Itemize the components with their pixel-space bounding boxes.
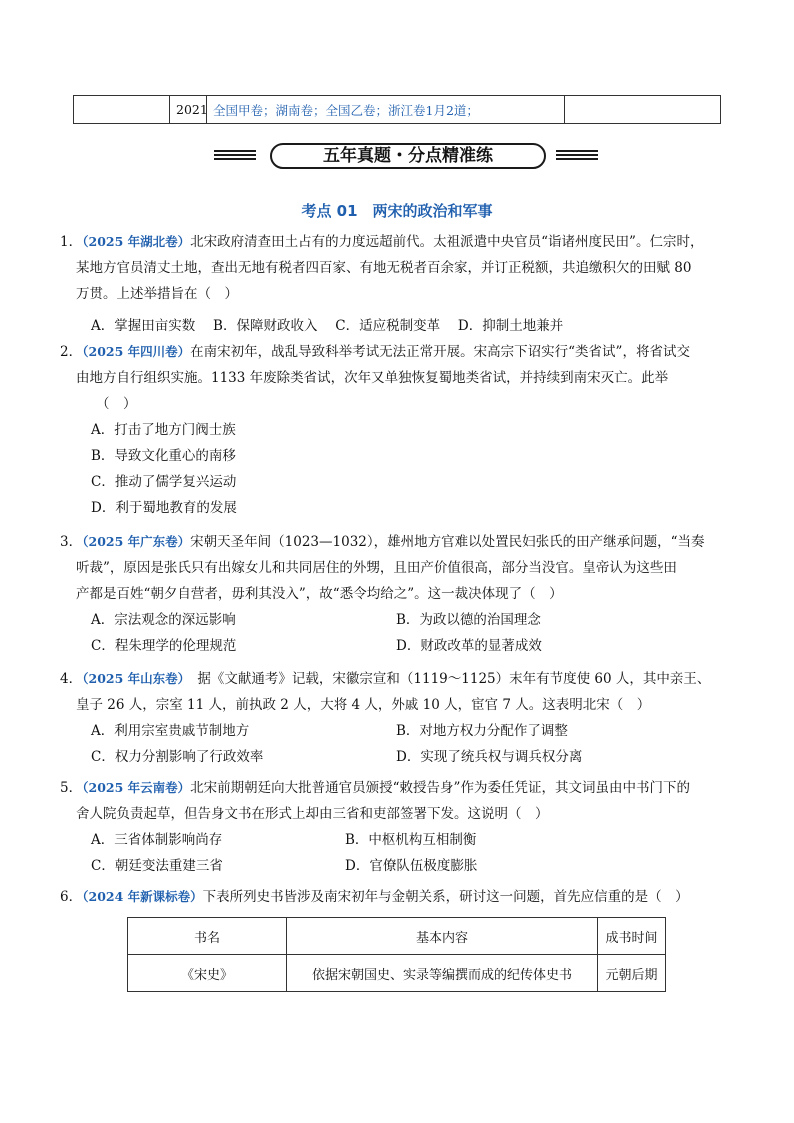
option-b[interactable]: B．对地方权力分配作了调整 <box>396 723 568 739</box>
question-source: （2025 年四川卷） <box>76 344 191 359</box>
banner <box>0 142 794 172</box>
question-source: （2025 年云南卷） <box>76 780 191 795</box>
question-text: 在南宋初年，战乱导致科举考试无法正常开展。宋高宗下诏实行“类省试”，将省试交 <box>190 344 690 360</box>
option-b[interactable]: B．中枢机构互相制衡 <box>345 832 477 848</box>
option-d[interactable]: D．财政改革的显著成效 <box>396 638 542 654</box>
table-header-cell: 基本内容 <box>287 918 598 955</box>
table-header-cell: 书名 <box>128 918 287 955</box>
table-row <box>128 955 666 992</box>
option-d[interactable]: D．抑制土地兼并 <box>457 318 564 334</box>
question-source: （2025 年湖北卷） <box>76 234 191 249</box>
year-cell: 2021 <box>170 96 207 124</box>
banner-left-lines <box>214 150 256 161</box>
option-a[interactable]: A．三省体制影响尚存 <box>91 832 223 848</box>
section-title: 考点 01 两宋的政治和军事 <box>301 202 493 220</box>
question-3 <box>60 529 725 659</box>
table-cell <box>74 96 170 124</box>
option-c[interactable]: C．推动了儒学复兴运动 <box>91 474 237 490</box>
option-d[interactable]: D．利于蜀地教育的发展 <box>91 500 237 516</box>
option-a[interactable]: A．打击了地方门阀士族 <box>91 422 236 438</box>
option-b[interactable]: B．导致文化重心的南移 <box>91 448 236 464</box>
question-text: 由地方自行组织实施。1133 年废除类省试，次年又单独恢复蜀地类省试，并持续到南宋灭亡。此举 <box>76 370 669 386</box>
question-source: （2025 年山东卷） <box>76 671 184 686</box>
option-b[interactable]: B．保障财政收入 <box>213 318 318 334</box>
question-number: 2． <box>60 344 83 360</box>
option-b[interactable]: B．为政以德的治国理念 <box>396 612 541 628</box>
question-5 <box>60 775 725 879</box>
question-text: 听裁”，原因是张氏只有出嫁女儿和共同居住的外甥，且田产价值很高，部分当没官。皇帝认为这些田 <box>76 560 677 576</box>
papers-cell: 全国甲卷；湖南卷；全国乙卷；浙江卷1月2道； <box>207 96 565 124</box>
option-a[interactable]: A．掌握田亩实数 <box>91 318 196 334</box>
option-d[interactable]: D．官僚队伍极度膨胀 <box>345 858 478 874</box>
table-cell: 元朝后期 <box>598 955 666 992</box>
question-text: 据《文献通考》记载，宋徽宗宣和（1119～1125）末年有节度使 60 人，其中亲王、 <box>183 671 711 687</box>
book-table <box>127 917 666 992</box>
question-1 <box>60 229 725 339</box>
table-cell <box>565 96 721 124</box>
question-number: 4． <box>60 671 83 687</box>
question-2 <box>60 339 725 521</box>
question-text: 某地方官员清丈土地，查出无地有税者四百家、有地无税者百余家，并订正税额，共追缴积欠的田赋 80 <box>76 260 692 276</box>
option-a[interactable]: A．利用宗室贵戚节制地方 <box>91 723 250 739</box>
question-number: 1． <box>60 234 83 250</box>
top-table <box>73 95 721 124</box>
option-c[interactable]: C．适应税制变革 <box>335 318 441 334</box>
option-c[interactable]: C．权力分割影响了行政效率 <box>91 749 264 765</box>
question-source: （2024 年新课标卷） <box>76 889 203 904</box>
option-a[interactable]: A．宗法观念的深远影响 <box>91 612 236 628</box>
question-text: 宋朝天圣年间（1023—1032），雄州地方官难以处置民妇张氏的田产继承问题，“当奏 <box>190 534 705 550</box>
table-header-cell: 成书时间 <box>598 918 666 955</box>
table-cell: 《宋史》 <box>128 955 287 992</box>
question-text: 万贯。上述举措旨在（ ） <box>76 286 238 302</box>
question-text: 北宋政府清查田土占有的力度远超前代。太祖派遣中央官员“诣诸州度民田”。仁宗时， <box>190 234 704 250</box>
table-header-row <box>128 918 666 955</box>
question-text: 舍人院负责起草，但告身文书在形式上却由三省和吏部签署下发。这说明（ ） <box>76 806 549 822</box>
option-c[interactable]: C．朝廷变法重建三省 <box>91 858 223 874</box>
option-d[interactable]: D．实现了统兵权与调兵权分离 <box>396 749 583 765</box>
question-6 <box>60 884 725 910</box>
question-source: （2025 年广东卷） <box>76 534 191 549</box>
question-text: （ ） <box>96 396 137 412</box>
option-c[interactable]: C．程朱理学的伦理规范 <box>91 638 237 654</box>
question-4 <box>60 666 725 770</box>
banner-right-lines <box>556 150 598 161</box>
question-text: 北宋前期朝廷向大批普通官员颁授“敕授告身”作为委任凭证，其文词虽由中书门下的 <box>190 780 690 796</box>
table-row <box>74 96 721 124</box>
question-text: 产都是百姓“朝夕自营者，毋利其没入”，故“悉令均给之”。这一裁决体现了（ ） <box>76 586 563 602</box>
question-number: 5． <box>60 780 83 796</box>
banner-title: 五年真题・分点精准练 <box>270 143 546 169</box>
question-text: 皇子 26 人，宗室 11 人，前执政 2 人，大将 4 人，外戚 10 人，宦官 7 人。这表明北宋（ ） <box>76 697 651 713</box>
table-cell: 依据宋朝国史、实录等编撰而成的纪传体史书 <box>287 955 598 992</box>
question-number: 3． <box>60 534 83 550</box>
question-text: 下表所列史书皆涉及南宋初年与金朝关系，研讨这一问题，首先应信重的是（ ） <box>202 889 689 905</box>
question-number: 6． <box>60 889 83 905</box>
